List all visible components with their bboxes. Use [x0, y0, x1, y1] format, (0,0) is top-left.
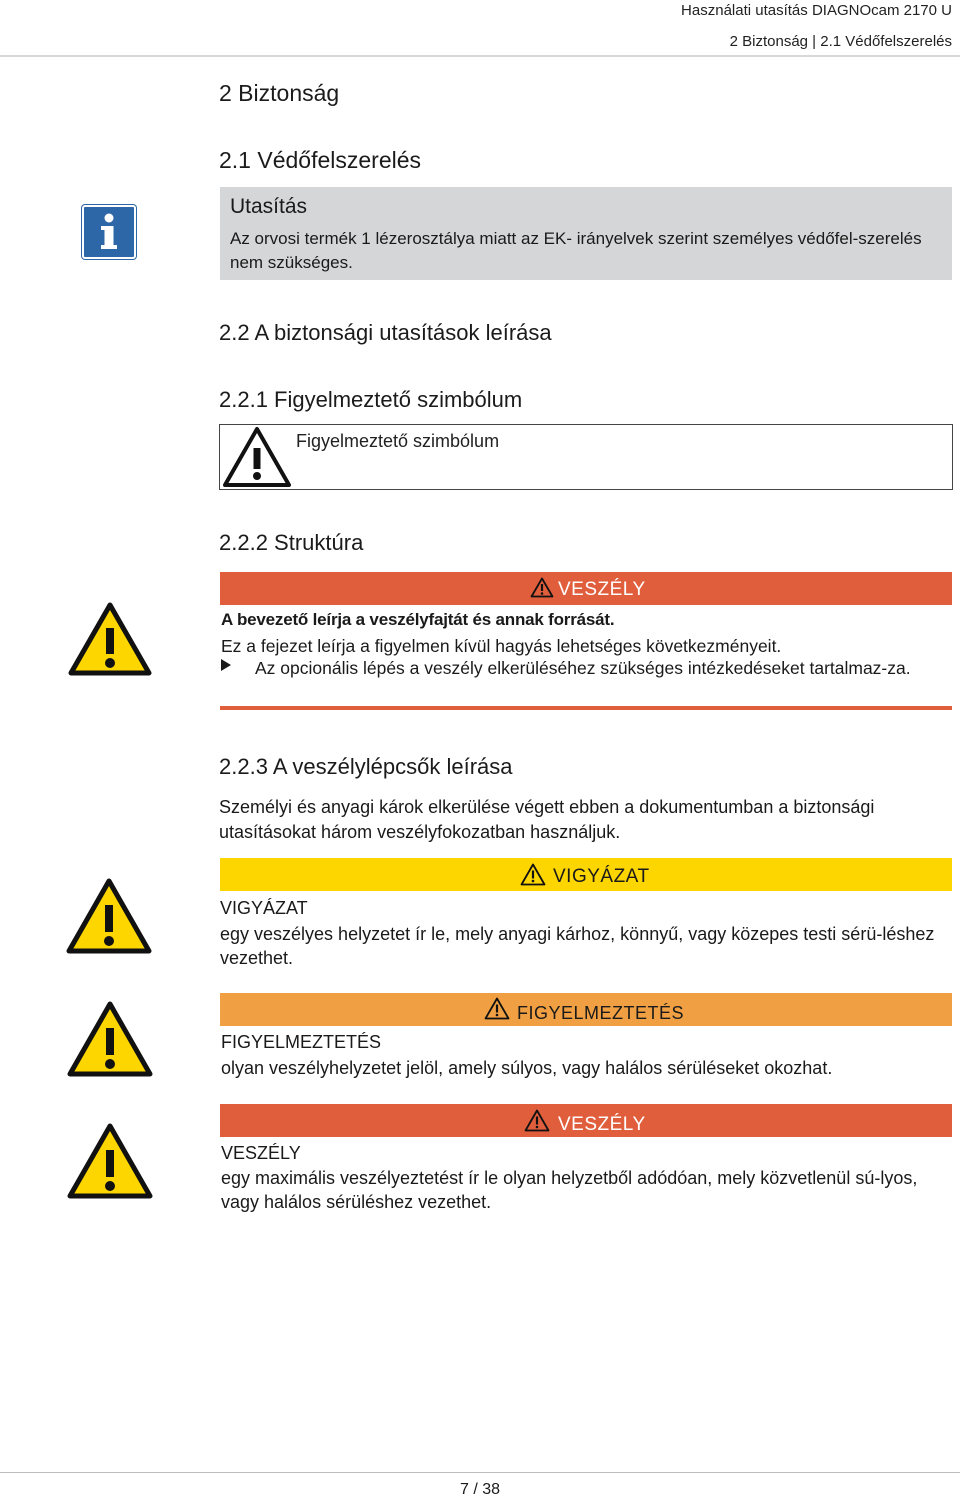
warning-triangle-icon [484, 997, 510, 1020]
warning-triangle-icon [67, 1001, 153, 1077]
caution-title: VIGYÁZAT [220, 898, 308, 918]
note-box [220, 187, 952, 280]
bullet-arrow-icon [221, 659, 231, 671]
warning-triangle-icon [67, 1123, 153, 1199]
danger-band-label: VESZÉLY [558, 579, 646, 600]
structure-consequence: Ez a fejezet leírja a figyelmen kívül hagyás lehetséges következményeit. [221, 636, 782, 656]
section-heading-2: 2 Biztonság [219, 80, 340, 106]
warning-band-label: FIGYELMEZTETÉS [517, 1003, 685, 1023]
warning-triangle-icon [524, 1109, 550, 1132]
section-heading-2-2: 2.2 A biztonsági utasítások leírása [219, 320, 552, 345]
section-heading-2-2-2: 2.2.2 Struktúra [219, 530, 364, 555]
header-divider [0, 55, 960, 57]
document-title: Használati utasítás DIAGNOcam 2170 U [681, 2, 952, 19]
caution-text: egy veszélyes helyzetet ír le, mely anyagi kárhoz, könnyű, vagy közepes testi sérü-léshez vezethet. [220, 924, 935, 968]
warning-symbol-label: Figyelmeztető szimbólum [296, 431, 500, 451]
note-title: Utasítás [230, 195, 308, 218]
section-heading-2-2-1: 2.2.1 Figyelmeztető szimbólum [219, 387, 523, 412]
warning-band [220, 993, 952, 1026]
warning-triangle-icon [520, 863, 546, 886]
warning-symbol-box [219, 424, 953, 490]
danger-text: egy maximális veszélyeztetést ír le olyan helyzetből adódóan, mely közvetlenül sú-lyos, vagy halálos sérüléshez vezethet. [221, 1168, 918, 1212]
section-heading-2-1: 2.1 Védőfelszerelés [219, 147, 422, 173]
danger-level-band [220, 1104, 952, 1137]
info-icon [82, 205, 136, 259]
structure-intro: A bevezető leírja a veszélyfajtát és annak forrását. [221, 610, 615, 629]
section-heading-2-2-3: 2.2.3 A veszélylépcsők leírása [219, 754, 513, 779]
warning-text: olyan veszélyhelyzetet jelöl, amely súlyos, vagy halálos sérüléseket okozhat. [221, 1058, 833, 1078]
warning-triangle-icon [222, 426, 292, 488]
levels-intro: Személyi és anyagi károk elkerülése végett ebben a dokumentumban a biztonsági utasításokat három veszélyfokozatban használjuk. [219, 797, 875, 842]
footer-divider [0, 1472, 960, 1473]
caution-band-label: VIGYÁZAT [553, 866, 650, 887]
warning-triangle-icon [66, 878, 152, 954]
danger-level-band-label: VESZÉLY [558, 1114, 646, 1135]
danger-band [220, 572, 952, 605]
page-number: 7 / 38 [459, 1481, 501, 1498]
note-text: Az orvosi termék 1 lézerosztálya miatt az EK- irányelvek szerint személyes védőfel-szerelés nem szükséges. [230, 229, 922, 272]
warning-triangle-icon [530, 577, 554, 598]
warning-triangle-icon [68, 602, 152, 676]
breadcrumb: 2 Biztonság | 2.1 Védőfelszerelés [729, 33, 952, 50]
danger-title: VESZÉLY [221, 1143, 301, 1163]
warning-title: FIGYELMEZTETÉS [221, 1032, 382, 1052]
structure-measure: Az opcionális lépés a veszély elkerüléséhez szükséges intézkedéseket tartalmaz-za. [255, 658, 911, 678]
caution-band [220, 858, 952, 891]
danger-end-line [220, 706, 952, 710]
